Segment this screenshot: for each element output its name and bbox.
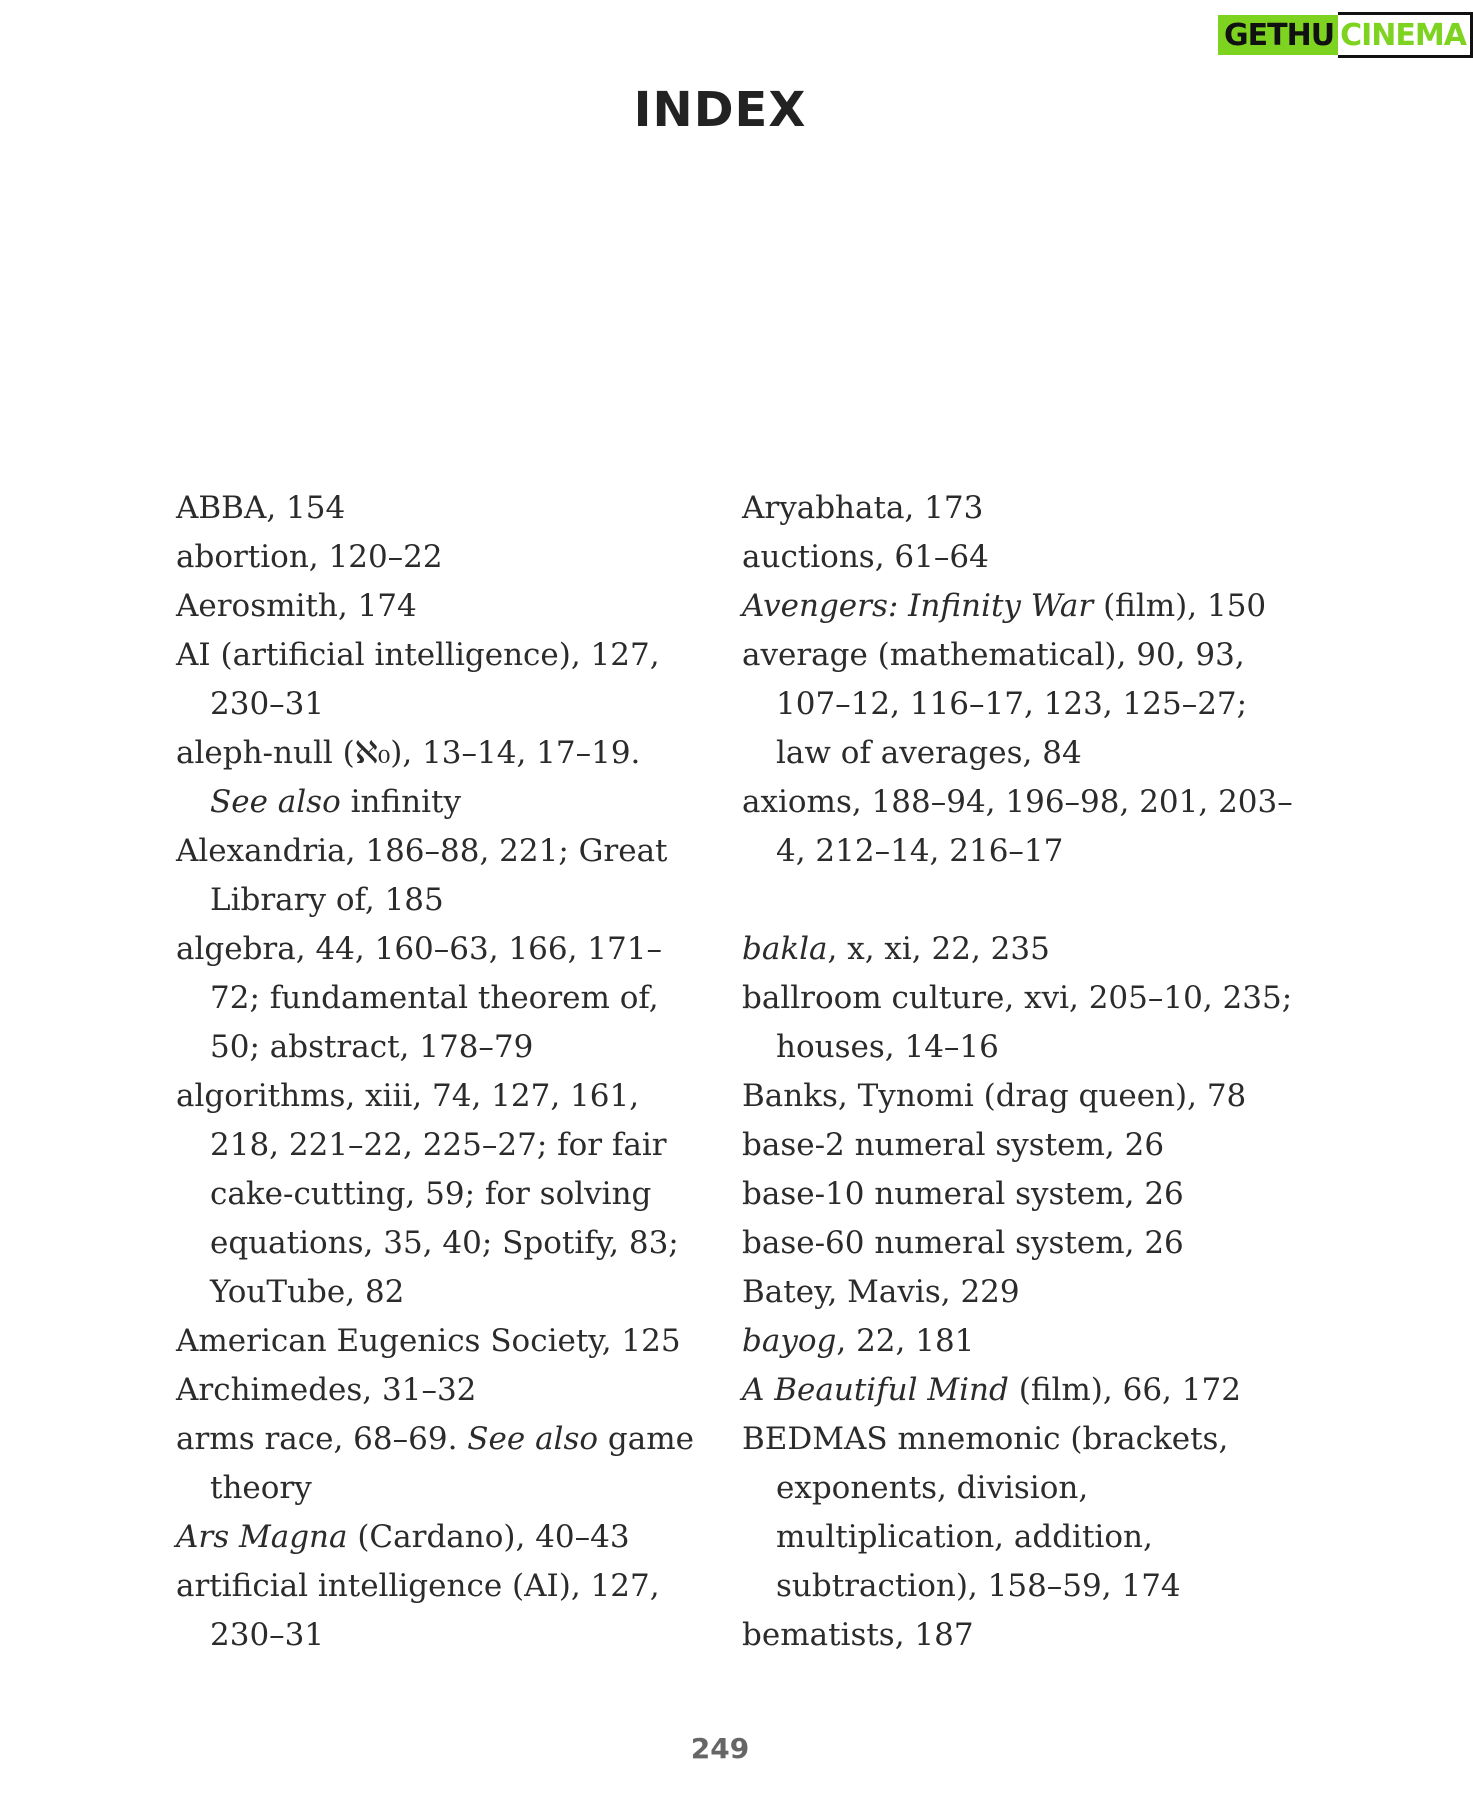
index-entry-text: AI (artificial intelligence), 127, 230–31 bbox=[176, 637, 660, 722]
index-entry-text: , 22, 181 bbox=[836, 1323, 975, 1359]
index-entry-italic-text: Ars Magna bbox=[176, 1519, 348, 1555]
index-entry bbox=[742, 1170, 1302, 1219]
index-entry-text: Alexandria, 186–88, 221; Great Library of, 185 bbox=[176, 833, 668, 918]
index-entry-italic-text: See also bbox=[210, 784, 341, 820]
index-entry-text: abortion, 120–22 bbox=[176, 539, 443, 575]
watermark-logo bbox=[1218, 8, 1466, 62]
page-number: 249 bbox=[690, 1732, 750, 1765]
index-entry-text: (Cardano), 40–43 bbox=[347, 1519, 630, 1555]
index-entry-text: Aryabhata, 173 bbox=[742, 490, 984, 526]
index-entry bbox=[742, 925, 1302, 974]
index-entry bbox=[176, 1072, 696, 1317]
index-entry-text: Aerosmith, 174 bbox=[176, 588, 417, 624]
index-entry bbox=[742, 631, 1302, 778]
index-column-left bbox=[176, 484, 696, 1660]
index-entry-text: ballroom culture, xvi, 205–10, 235; houses, 14–16 bbox=[742, 980, 1293, 1065]
index-entry bbox=[742, 533, 1302, 582]
index-entry-text: American Eugenics Society, 125 bbox=[176, 1323, 681, 1359]
page-title: INDEX bbox=[633, 82, 807, 138]
index-entry-text: , x, xi, 22, 235 bbox=[827, 931, 1050, 967]
index-entry-text: game theory bbox=[210, 1421, 694, 1506]
index-entry bbox=[176, 533, 696, 582]
index-entry bbox=[176, 1317, 696, 1366]
index-entry-text: ABBA, 154 bbox=[176, 490, 346, 526]
index-entry bbox=[176, 631, 696, 729]
index-entry bbox=[742, 1268, 1302, 1317]
index-entry bbox=[176, 925, 696, 1072]
index-entry-italic-text: A Beautiful Mind bbox=[742, 1372, 1009, 1408]
index-entry bbox=[176, 729, 696, 827]
index-entry-italic-text: See also bbox=[467, 1421, 599, 1457]
index-entry bbox=[742, 778, 1302, 876]
index-entry-text: bematists, 187 bbox=[742, 1617, 974, 1653]
index-entry bbox=[742, 1121, 1302, 1170]
index-entry bbox=[176, 1562, 696, 1660]
index-entry bbox=[742, 1072, 1302, 1121]
index-entry-text: (film), 150 bbox=[1093, 588, 1267, 624]
index-entry-text: aleph-null (ℵ₀), 13–14, 17–19. bbox=[176, 735, 641, 771]
index-entry-text: auctions, 61–64 bbox=[742, 539, 989, 575]
index-entry bbox=[742, 1366, 1302, 1415]
index-entry bbox=[176, 1415, 696, 1513]
index-entry-text: infinity bbox=[340, 784, 462, 820]
index-entry-text: Archimedes, 31–32 bbox=[176, 1372, 477, 1408]
index-entry-text: average (mathematical), 90, 93, 107–12, 116–17, 123, 125–27; law of averages, 84 bbox=[742, 637, 1248, 771]
index-entry bbox=[742, 1415, 1302, 1611]
index-entry-text: Batey, Mavis, 229 bbox=[742, 1274, 1020, 1310]
index-entry-text: base-60 numeral system, 26 bbox=[742, 1225, 1184, 1261]
index-entry bbox=[742, 582, 1302, 631]
index-entry-text: algebra, 44, 160–63, 166, 171–72; fundamental theorem of, 50; abstract, 178–79 bbox=[176, 931, 662, 1065]
index-entry bbox=[176, 582, 696, 631]
index-entry bbox=[742, 1219, 1302, 1268]
watermark-right-text: CINEMA bbox=[1338, 12, 1473, 58]
index-entry bbox=[742, 1317, 1302, 1366]
index-entry bbox=[742, 1611, 1302, 1660]
index-entry-text: artificial intelligence (AI), 127, 230–31 bbox=[176, 1568, 660, 1653]
index-entry-text: base-2 numeral system, 26 bbox=[742, 1127, 1165, 1163]
index-entry bbox=[176, 1366, 696, 1415]
index-entry-text: BEDMAS mnemonic (brackets, exponents, division, multiplication, addition, subtraction), 158–59, 174 bbox=[742, 1421, 1229, 1604]
index-entry-italic-text: bakla bbox=[742, 931, 828, 967]
index-entry bbox=[742, 974, 1302, 1072]
index-entry-italic-text: Avengers: Infinity War bbox=[742, 588, 1094, 624]
watermark-left-text: GETHU bbox=[1218, 15, 1338, 55]
index-entry-text: Banks, Tynomi (drag queen), 78 bbox=[742, 1078, 1247, 1114]
index-entry-text: base-10 numeral system, 26 bbox=[742, 1176, 1184, 1212]
index-entry-text: axioms, 188–94, 196–98, 201, 203–4, 212–14, 216–17 bbox=[742, 784, 1293, 869]
index-entry-text: arms race, 68–69. bbox=[176, 1421, 468, 1457]
index-entry bbox=[742, 484, 1302, 533]
index-column-right bbox=[742, 484, 1302, 1660]
index-entry-text: algorithms, xiii, 74, 127, 161, 218, 221–22, 225–27; for fair cake-cutting, 59; for solving equations, 35, 40; Spotify, 83; YouTube, 82 bbox=[176, 1078, 679, 1310]
index-entry bbox=[176, 484, 696, 533]
index-entry-text: (film), 66, 172 bbox=[1008, 1372, 1241, 1408]
index-entry bbox=[176, 1513, 696, 1562]
index-entry bbox=[176, 827, 696, 925]
index-entry-italic-text: bayog bbox=[742, 1323, 837, 1359]
